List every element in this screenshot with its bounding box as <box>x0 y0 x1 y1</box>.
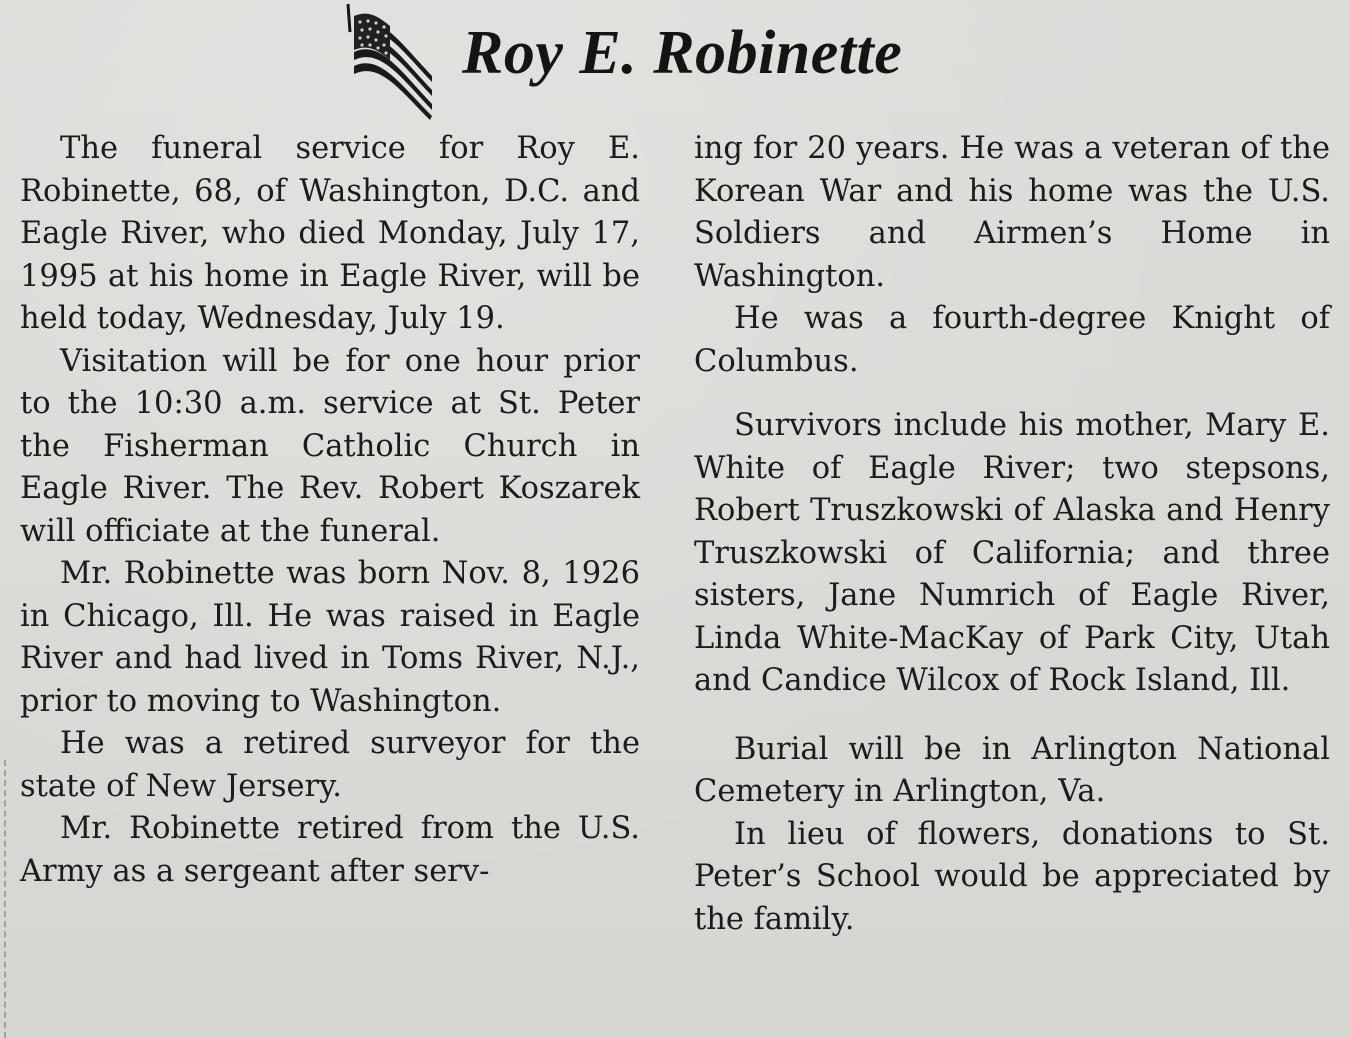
left-column <box>20 128 640 893</box>
clipping-edge <box>4 760 6 1038</box>
paragraph-funeral-service: The funeral service for Roy E. Robinette, 68, of Washington, D.C. and Eagle River, who died Monday, July 17, 1995 at his home in Eagle River, will be held today, Wednesday, July 19. <box>20 131 640 336</box>
obituary-title: Roy E. Robinette <box>462 19 903 87</box>
paragraph-knight: He was a fourth-degree Knight of Columbus. <box>694 301 1330 379</box>
american-flag-icon <box>340 2 436 120</box>
paragraph-donations: In lieu of flowers, donations to St. Peter’s School would be appreciated by the family. <box>694 816 1330 937</box>
paragraph-survivors: Survivors include his mother, Mary E. White of Eagle River; two stepsons, Robert Truszkowski of Alaska and Henry Truszkowski of California; and three sisters, Jane Numrich of Eagle River, Linda White-MacKay of Park City, Utah and Candice Wilcox of Rock Island, Ill. <box>694 408 1330 698</box>
paragraph-burial: Burial will be in Arlington National Cemetery in Arlington, Va. <box>694 731 1330 809</box>
paragraph-birth: Mr. Robinette was born Nov. 8, 1926 in Chicago, Ill. He was raised in Eagle River and had lived in Toms River, N.J., prior to moving to Washington. <box>20 556 640 719</box>
paragraph-visitation: Visitation will be for one hour prior to the 10:30 a.m. service at St. Peter the Fisherman Catholic Church in Eagle River. The Rev. Robert Koszarek will officiate at the funeral. <box>20 343 640 549</box>
paragraph-veteran: ing for 20 years. He was a veteran of the Korean War and his home was the U.S. Soldiers and Airmen’s Home in Washington. <box>694 131 1330 294</box>
paragraph-career: He was a retired surveyor for the state of New Jersery. <box>20 726 640 804</box>
right-column <box>694 128 1330 941</box>
paragraph-army: Mr. Robinette retired from the U.S. Army as a sergeant after serv- <box>20 811 640 889</box>
